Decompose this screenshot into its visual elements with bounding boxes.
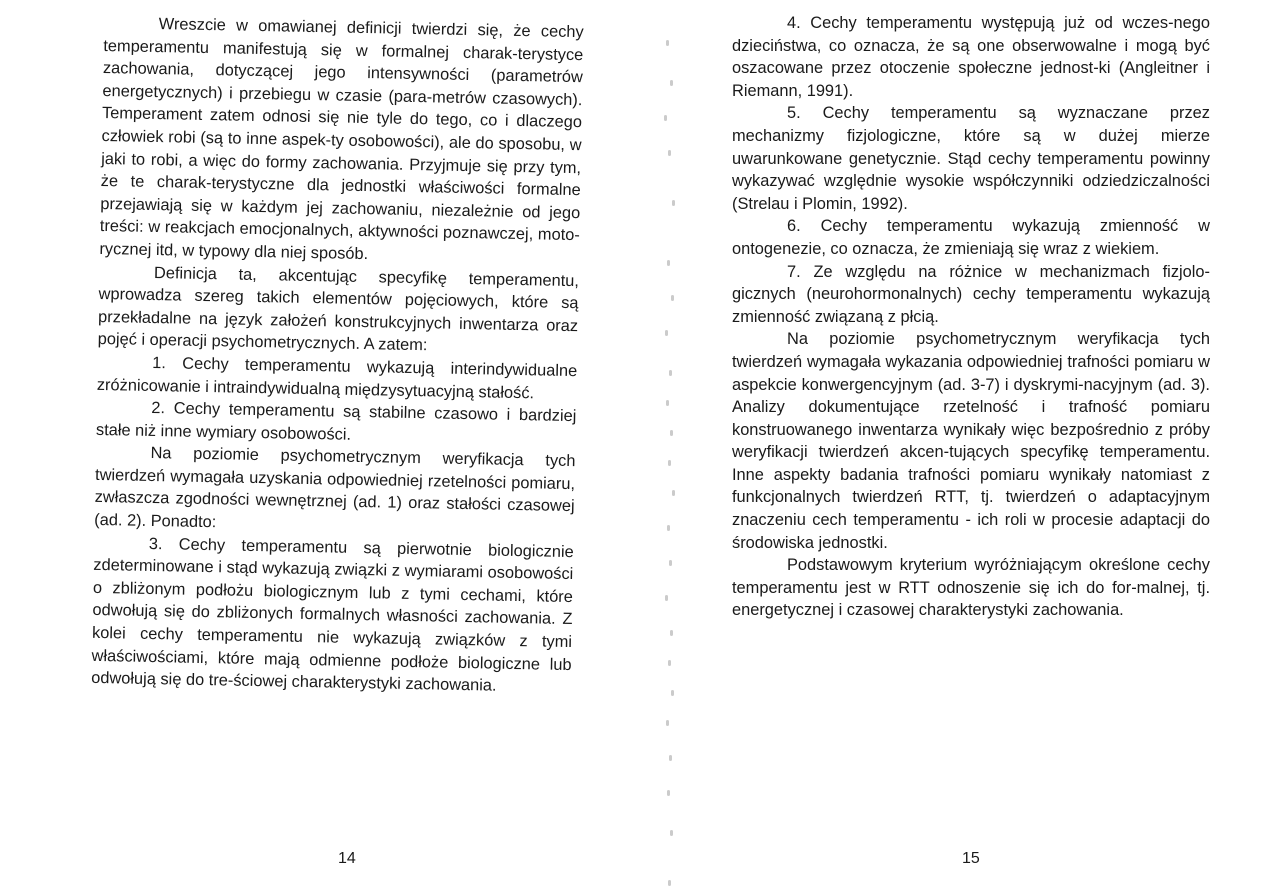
right-text-column: [732, 12, 1210, 622]
right-paragraph-6: Podstawowym kryterium wyróżniającym określone cechy temperamentu jest w RTT odnoszenie się ich do for-malnej, tj. energetycznej i czasowej charakterystyki zachowania.: [732, 556, 1210, 620]
right-paragraph-3: 6. Cechy temperamentu wykazują zmienność w ontogenezie, co oznacza, że zmieniają się wraz z wiekiem.: [732, 217, 1210, 258]
left-paragraph-6: 3. Cechy temperamentu są pierwotnie biologicznie zdeterminowane i stąd wykazują związki z wymiarami osobowości o zbliżonym podłożu biologicznym lub z tymi cechami, które odwołują się do zbliżonych formalnych własności zachowania. Z kolei cechy temperamentu nie wykazują związków z tymi właściwościami, które mają odmienne podłoże biologiczne lub odwołują się do tre-ściowej charakterystyki zachowania.: [91, 534, 574, 695]
left-paragraph-2: Definicja ta, akcentując specyfikę temperamentu, wprowadza szereg takich elementów pojęciowych, które są przekładalne na język założeń konstrukcyjnych inwentarza oraz pojęć i operacji psychometrycznych. A zatem:: [97, 263, 580, 355]
right-paragraph-2: 5. Cechy temperamentu są wyznaczane przez mechanizmy fizjologiczne, które są w dużej mierze uwarunkowane genetycznie. Stąd cechy temperamentu powinny wykazywać względnie wysokie współczynniki odziedziczalności (Strelau i Plomin, 1992).: [732, 104, 1210, 213]
left-paragraph-3: 1. Cechy temperamentu wykazują interindywidualne zróżnicowanie i intraindywidualną międzysytuacyjną stałość.: [96, 353, 578, 402]
left-paragraph-1: Wreszcie w omawianej definicji twierdzi się, że cechy temperamentu manifestują się w formalnej charak-terystyce zachowania, dotyczącej jego intensywności (parametrów energetycznych) i przebiegu w czasie (para-metrów czasowych). Temperament zatem odnosi się nie tyle do tego, co i dlaczego człowiek robi (są to inne aspek-ty osobowości), ale do sposobu, w jaki to robi, a więc do formy zachowania. Przyjmuje się przy tym, że te charak-terystyczne dla jednostki właściwości formalne przejawiają się w każdym jej zachowaniu, niezależnie od jego treści: w reakcjach emocjonalnych, aktywności poznawczej, moto-rycznej itd, w typowy dla niej sposób.: [99, 15, 584, 264]
right-paragraph-1: 4. Cechy temperamentu występują już od wczes-nego dzieciństwa, co oznacza, że są one obserwowalne i mogą być oszacowane przez otoczenie społeczne jednost-ki (Angleitner i Riemann, 1991).: [732, 14, 1210, 100]
right-page: [640, 0, 1263, 893]
left-paragraph-5: Na poziomie psychometrycznym weryfikacja tych twierdzeń wymagała uzyskania odpowiedniej rzetelności pomiaru, zwłaszcza zgodności wewnętrznej (ad. 1) oraz stałości czasowej (ad. 2). Ponadto:: [94, 444, 576, 532]
left-paragraph-4: 2. Cechy temperamentu są stabilne czasowo i bardziej stałe niż inne wymiary osobowości.: [95, 399, 577, 444]
right-paragraph-4: 7. Ze względu na różnice w mechanizmach fizjolo-gicznych (neurohormonalnych) cechy temperamentu wykazują zmienność związaną z płcią.: [732, 262, 1210, 326]
left-page-number: 14: [338, 850, 356, 867]
right-page-number: 15: [962, 850, 980, 867]
left-text-column: [91, 12, 584, 699]
right-paragraph-5: Na poziomie psychometrycznym weryfikacja tych twierdzeń wymagała wykazania odpowiedniej trafności pomiaru w aspekcie konwergencyjnym (ad. 3-7) i dyskrymi-nacyjnym (ad. 3). Analizy dokumentujące rzetelność i trafność pomiaru konstruowanego inwentarza wynikały więc bezpośrednio z próby weryfikacji twierdzeń akcen-tujących specyfikę temperamentu. Inne aspekty badania trafności pomiaru wynikały natomiast z funkcjonalnych twierdzeń RTT, tj. twierdzeń o adaptacyjnym znaczeniu cech temperamentu - ich roli w procesie adaptacji do środowiska jednostki.: [732, 330, 1210, 552]
